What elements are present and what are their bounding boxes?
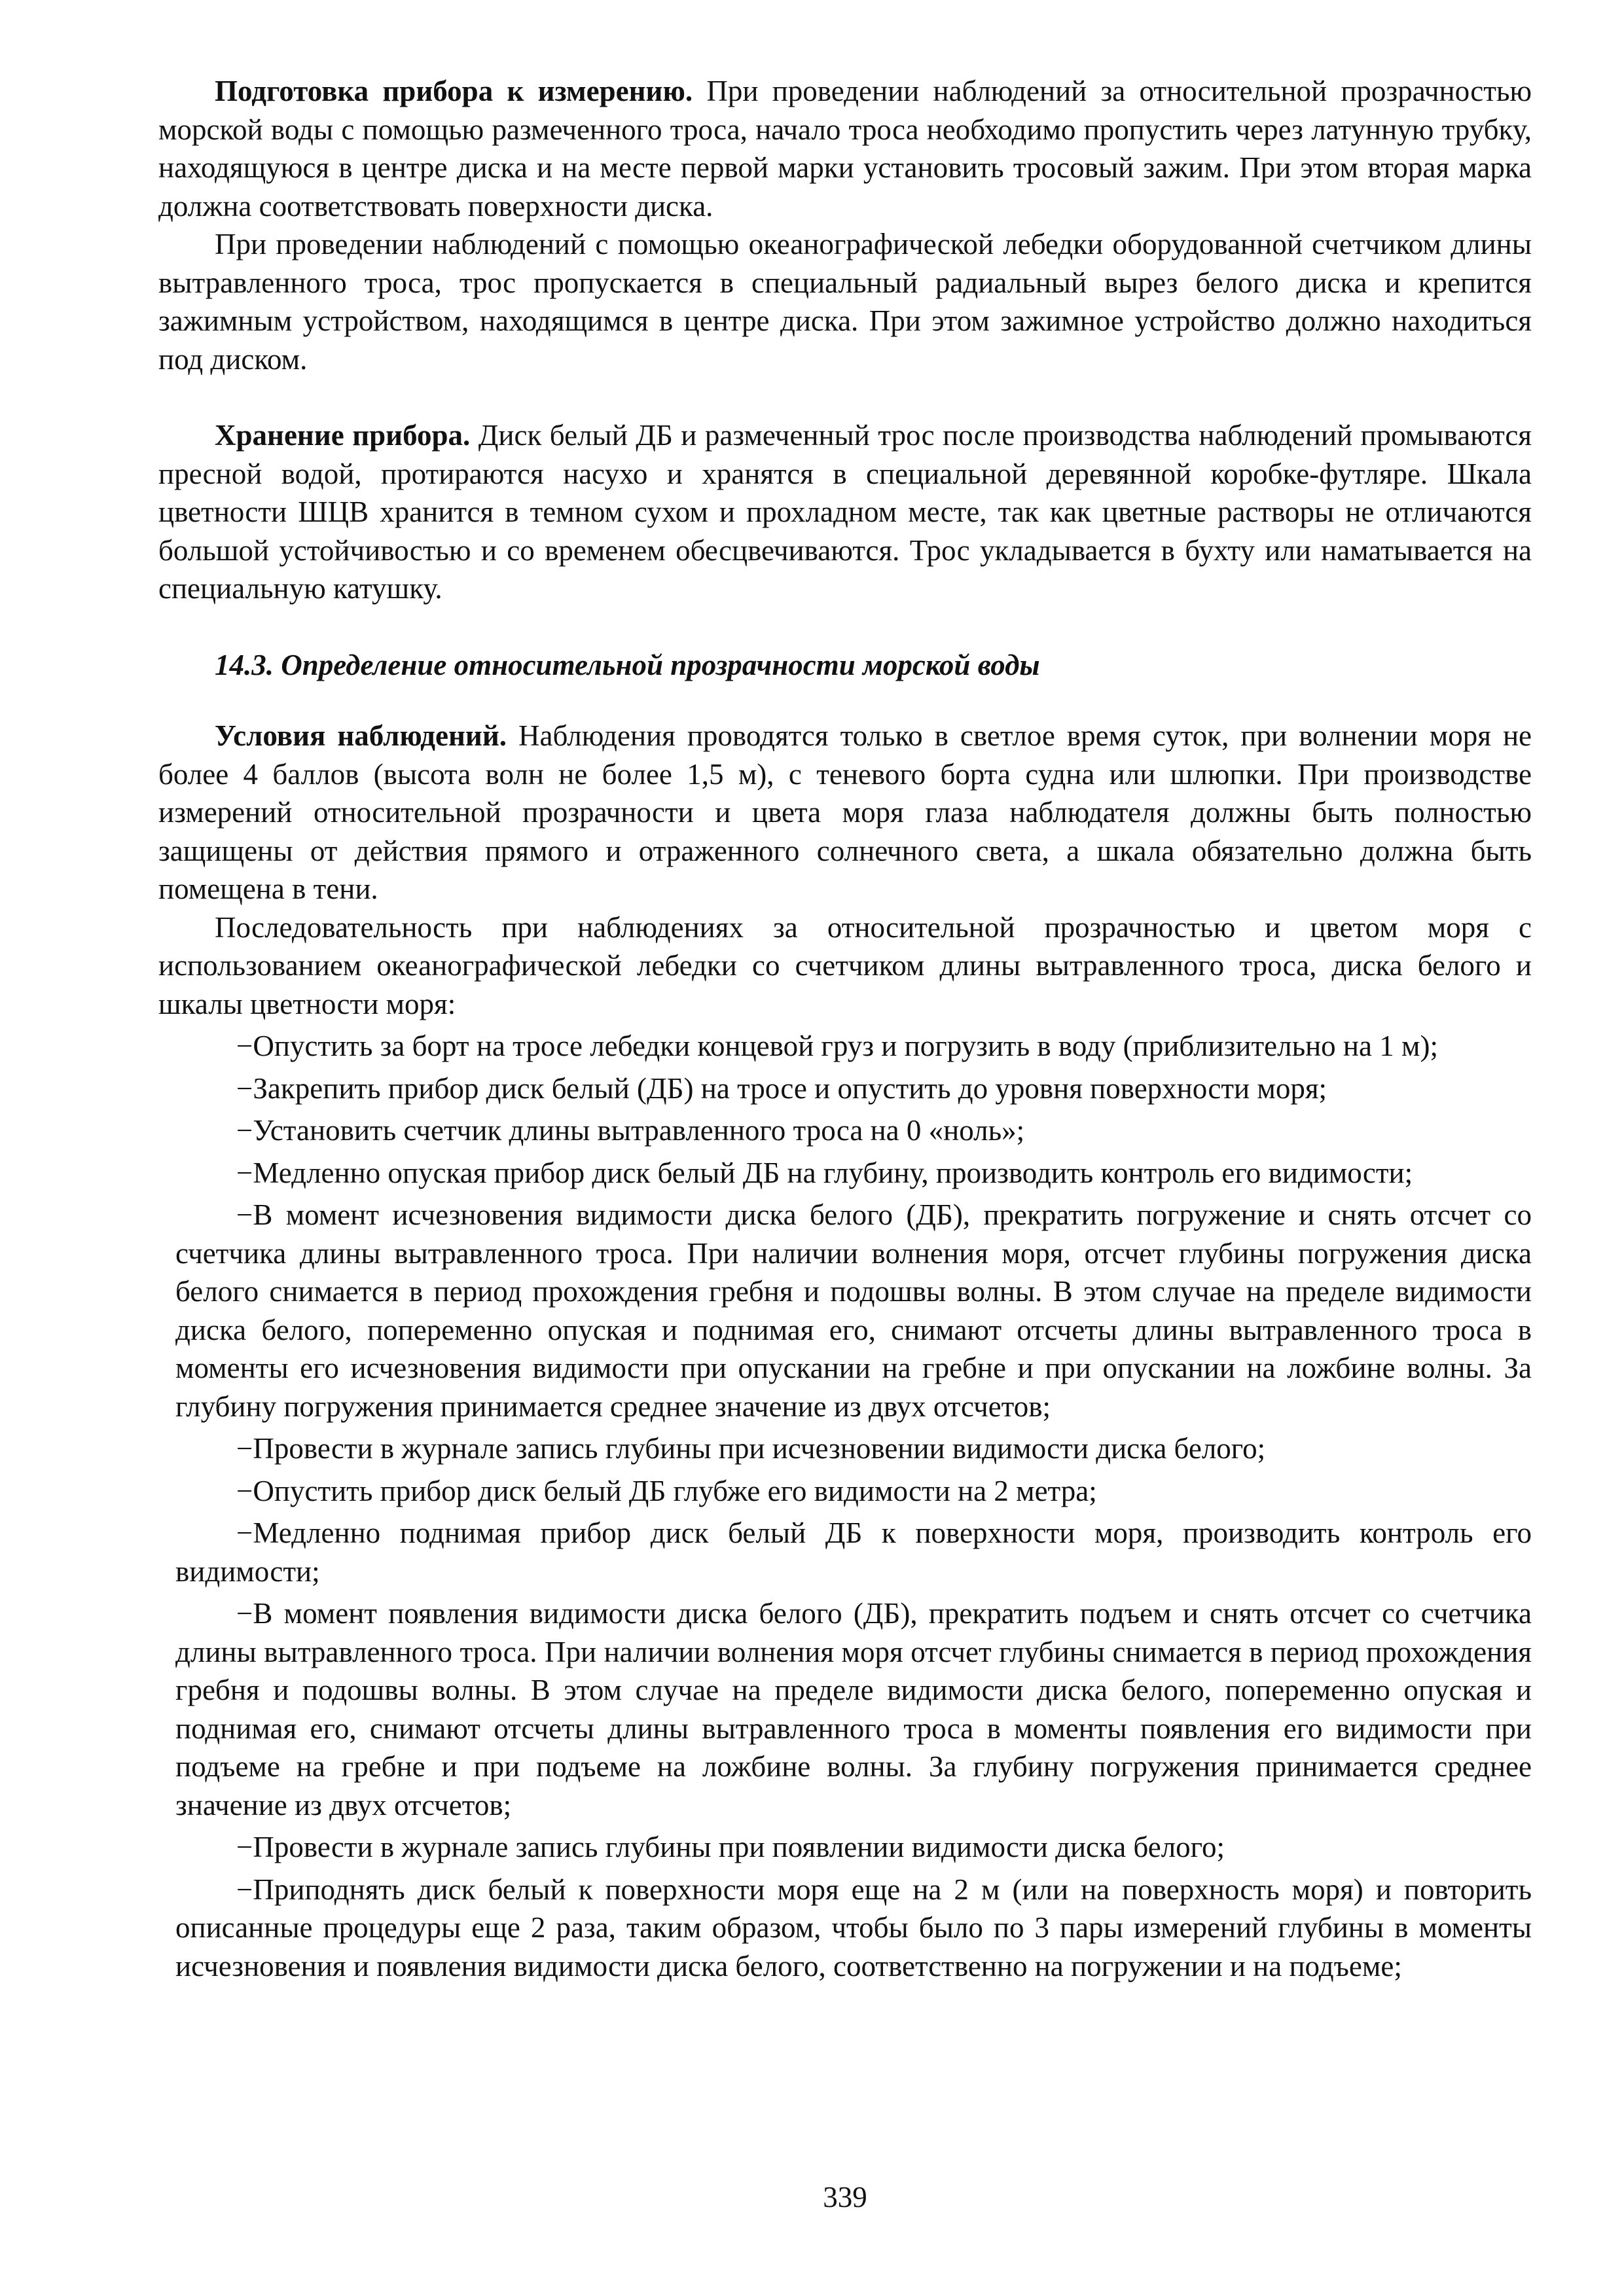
page-number: 339 [823,2181,867,2214]
paragraph-sequence-intro: Последовательность при наблюдениях за относительной прозрачностью и цветом моря с использованием океанографической лебедки со счетчиком длины вытравленного троса, диска белого и шкалы цветности моря: [158,910,1532,1020]
list-item: −Закрепить прибор диск белый (ДБ) на тросе и опустить до уровня поверхности моря; [236,1071,1327,1105]
section-heading: 14.3. Определение относительной прозрачности морской воды [215,648,1040,681]
paragraph-text: Наблюдения проводятся только в светлое время суток, при волнении моря не более 4 баллов (высота волн не более 1,5 м), с теневого борта судна или шлюпки. При производстве измерений относительной прозрачности и цвета моря глаза наблюдателя должны быть полностью защищены от действия прямого и отраженного солнечного света, а шкала обязательно должна быть помещена в тени. [158,719,1532,905]
paragraph-storage [158,416,1532,608]
paragraph-conditions [158,717,1532,908]
paragraph-title: Подготовка прибора к измерению. [215,75,693,107]
paragraph-preparation [158,72,1532,225]
list-item: −Опустить прибор диск белый ДБ глубже его видимости на 2 метра; [236,1474,1097,1507]
list-item: −В момент исчезновения видимости диска белого (ДБ), прекратить погружение и снять отсчет со счетчика длины вытравленного троса. При наличии волнения моря, отсчет глубины погружения диска белого снимается в период прохождения гребня и подошвы волны. В этом случае на пределе видимости диска белого, попеременно опуская и поднимая его, снимают отсчеты длины вытравленного троса в моменты его исчезновения видимости при опускании на гребне и при опускании на ложбине волны. За глубину погружения принимается среднее значение из двух отсчетов; [175,1198,1532,1423]
page-body [158,72,1532,2251]
paragraph-winch-setup: При проведении наблюдений с помощью океанографической лебедки оборудованной счетчиком длины вытравленного троса, трос пропускается в специальный радиальный вырез белого диска и крепится зажимным устройством, находящимся в центре диска. При этом зажимное устройство должно находиться под диском. [158,228,1532,376]
list-item: −Установить счетчик длины вытравленного троса на 0 «ноль»; [236,1114,1025,1147]
paragraph-text: При проведении наблюдений за относительной прозрачностью морской воды с помощью размеченного троса, начало троса необходимо пропустить через латунную трубку, находящуюся в центре диска и на месте первой марки установить тросовый зажим. При этом вторая марка должна соответствовать поверхности диска. [158,75,1532,223]
list-item: −Провести в журнале запись глубины при исчезновении видимости диска белого; [236,1432,1266,1465]
list-item: −Провести в журнале запись глубины при появлении видимости диска белого; [236,1831,1225,1863]
list-item: −Приподнять диск белый к поверхности моря еще на 2 м (или на поверхность моря) и повторить описанные процедуры еще 2 раза, таким образом, чтобы было по 3 пары измерений глубины в моменты исчезновения и появления видимости диска белого, соответственно на погружении и на подъеме; [175,1873,1532,1982]
paragraph-title: Хранение прибора. [215,419,471,452]
list-item: −Медленно поднимая прибор диск белый ДБ к поверхности моря, производить контроль его видимости; [175,1516,1532,1588]
paragraph-title: Условия наблюдений. [215,719,507,752]
list-item: −Медленно опуская прибор диск белый ДБ на глубину, производить контроль его видимости; [236,1156,1413,1189]
paragraph-text: Диск белый ДБ и размеченный трос после производства наблюдений промываются пресной водой, протираются насухо и хранятся в специальной деревянной коробке-футляре. Шкала цветности ШЦВ хранится в темном сухом и прохладном месте, так как цветные растворы не отличаются большой устойчивостью и со временем обесцвечиваются. Трос укладывается в бухту или наматывается на специальную катушку. [158,419,1532,605]
steps-list [158,1027,1532,1985]
list-item: −В момент появления видимости диска белого (ДБ), прекратить подъем и снять отсчет со счетчика длины вытравленного троса. При наличии волнения моря отсчет глубины снимается в период прохождения гребня и подошвы волны. В этом случае на пределе видимости диска белого, попеременно опуская и поднимая его, снимают отсчеты длины вытравленного троса в моменты появления его видимости при подъеме на гребне и при подъеме на ложбине волны. За глубину погружения принимается среднее значение из двух отсчетов; [175,1597,1532,1821]
list-item: −Опустить за борт на тросе лебедки концевой груз и погрузить в воду (приблизительно на 1 м); [236,1030,1438,1062]
